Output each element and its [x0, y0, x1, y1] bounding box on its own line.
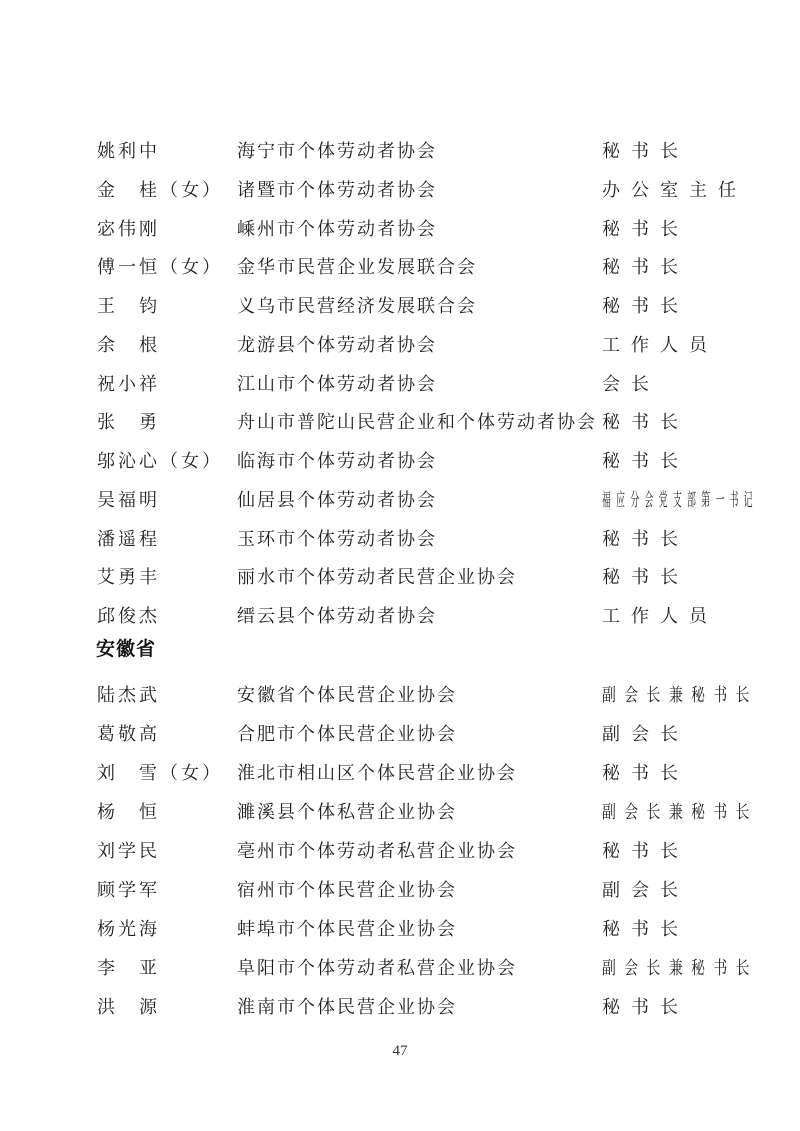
- organization-name: 濉溪县个体私营企业协会: [237, 802, 457, 822]
- person-name: 邬沁心（女）: [97, 451, 223, 471]
- organization-name: 缙云县个体劳动者协会: [237, 606, 437, 626]
- table-row: [0, 920, 800, 946]
- table-row: [0, 413, 800, 439]
- organization-name: 江山市个体劳动者协会: [237, 373, 437, 394]
- organization-name: 金华市民营企业发展联合会: [237, 257, 477, 278]
- person-name: 杨 恒: [97, 802, 160, 822]
- organization-name: 宿州市个体民营企业协会: [237, 880, 457, 900]
- position-title: 副会长兼秘书长: [602, 685, 758, 705]
- person-name: 宓伟刚: [97, 218, 160, 239]
- table-row: [0, 142, 800, 168]
- page-number: 47: [392, 1043, 408, 1059]
- position-title: 秘书长: [602, 841, 689, 861]
- table-row: [0, 725, 800, 751]
- table-row: [0, 764, 800, 790]
- table-row: [0, 297, 800, 323]
- person-name: 姚利中: [97, 141, 160, 161]
- position-title: 秘书长: [602, 218, 689, 239]
- table-row: [0, 336, 800, 362]
- position-title: 秘书长: [602, 528, 689, 549]
- organization-name: 安徽省个体民营企业协会: [237, 685, 457, 705]
- person-name: 顾学军: [97, 880, 160, 900]
- position-title: 副会长兼秘书长: [602, 802, 758, 822]
- table-row: [0, 803, 800, 829]
- person-name: 李 亚: [97, 958, 160, 978]
- table-row: [0, 491, 800, 517]
- person-name: 葛敬高: [97, 724, 160, 744]
- organization-name: 淮南市个体民营企业协会: [237, 997, 457, 1017]
- organization-name: 亳州市个体劳动者私营企业协会: [237, 841, 517, 861]
- position-title: 秘书长: [602, 412, 689, 433]
- person-name: 潘遥程: [97, 528, 160, 549]
- person-name: 张 勇: [97, 412, 160, 433]
- person-name: 金 桂（女）: [97, 179, 223, 200]
- person-name: 傅一恒（女）: [97, 257, 223, 278]
- table-row: [0, 686, 800, 712]
- position-title: 副会长: [602, 880, 689, 900]
- position-title: 福应分会党支部第一书记: [602, 489, 758, 510]
- person-name: 杨光海: [97, 919, 160, 939]
- table-row: [0, 881, 800, 907]
- organization-name: 阜阳市个体劳动者私营企业协会: [237, 958, 517, 978]
- organization-name: 义乌市民营经济发展联合会: [237, 296, 477, 316]
- position-title: 副会长兼秘书长: [602, 958, 758, 978]
- person-name: 陆杰武: [97, 685, 160, 705]
- table-row: [0, 181, 800, 207]
- table-row: [0, 530, 800, 556]
- position-title: 秘书长: [602, 567, 689, 588]
- person-name: 祝小祥: [97, 373, 160, 394]
- table-row: [0, 452, 800, 478]
- position-title: 秘书长: [602, 997, 689, 1017]
- person-name: 刘学民: [97, 841, 160, 861]
- position-title: 副会长: [602, 724, 689, 744]
- position-title: 秘书长: [602, 763, 689, 783]
- organization-name: 嵊州市个体劳动者协会: [237, 218, 437, 239]
- organization-name: 海宁市个体劳动者协会: [237, 141, 437, 161]
- person-name: 王 钧: [97, 296, 160, 316]
- position-title: 秘书长: [602, 919, 689, 939]
- position-title: 工作人员: [602, 606, 718, 626]
- organization-name: 淮北市相山区个体民营企业协会: [237, 763, 517, 783]
- section-header-anhui: 安徽省: [96, 639, 157, 660]
- position-title: 工作人员: [602, 334, 718, 355]
- organization-name: 合肥市个体民营企业协会: [237, 724, 457, 744]
- table-row: [0, 220, 800, 246]
- table-row: [0, 258, 800, 284]
- person-name: 吴福明: [97, 489, 160, 510]
- organization-name: 临海市个体劳动者协会: [237, 451, 437, 471]
- position-title: 会长: [602, 373, 660, 394]
- position-title: 秘书长: [602, 296, 689, 316]
- person-name: 艾勇丰: [97, 567, 160, 588]
- person-name: 洪 源: [97, 997, 160, 1017]
- person-name: 余 根: [97, 334, 160, 355]
- table-row: [0, 959, 800, 985]
- table-row: [0, 375, 800, 401]
- person-name: 邱俊杰: [97, 606, 160, 626]
- position-title: 秘书长: [602, 451, 689, 471]
- table-row: [0, 607, 800, 633]
- table-row: [0, 842, 800, 868]
- organization-name: 丽水市个体劳动者民营企业协会: [237, 567, 517, 588]
- position-title: 秘书长: [602, 141, 689, 161]
- organization-name: 蚌埠市个体民营企业协会: [237, 919, 457, 939]
- organization-name: 玉环市个体劳动者协会: [237, 528, 437, 549]
- table-row: [0, 568, 800, 594]
- organization-name: 舟山市普陀山民营企业和个体劳动者协会: [237, 412, 597, 433]
- organization-name: 诸暨市个体劳动者协会: [237, 179, 437, 200]
- position-title: 秘书长: [602, 257, 689, 278]
- organization-name: 龙游县个体劳动者协会: [237, 334, 437, 355]
- organization-name: 仙居县个体劳动者协会: [237, 489, 437, 510]
- table-row: [0, 998, 800, 1024]
- position-title: 办公室主任: [602, 179, 747, 200]
- person-name: 刘 雪（女）: [97, 763, 223, 783]
